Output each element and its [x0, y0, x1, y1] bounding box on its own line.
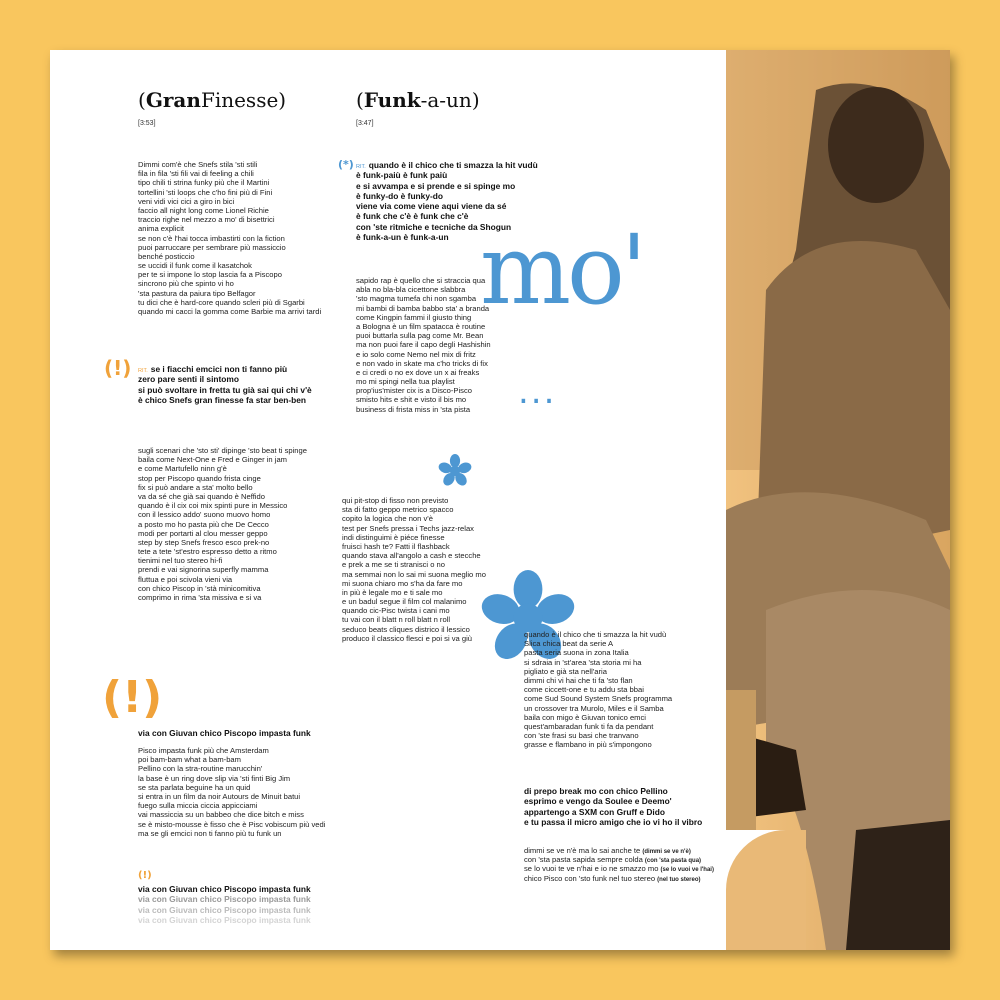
lyric-line: 'sta pastura da paiura tipo Belfagor	[138, 288, 256, 298]
left-via-line: via con Giuvan chico Piscopo impasta funk	[138, 728, 311, 738]
left-title-rest: Finesse	[200, 88, 279, 112]
rit-label: RIT.	[356, 164, 366, 170]
lyric-line: RIT. quando è il chico che ti smazza la hit vudù	[356, 160, 538, 170]
lyric-line: è funk-a-un è funk-a-un	[356, 232, 449, 243]
outro-main: chico Pisco con 'sto funk nel tuo stereo	[524, 873, 658, 883]
outro-line	[524, 874, 714, 883]
lyric-line: poi bam-bam what a bam-bam	[138, 755, 241, 765]
lyric-line: per te si impone lo stop lascia fa a Piscopo	[138, 270, 282, 280]
lyric-line: e tu passa il micro amigo che io vi ho il vibro	[524, 816, 703, 827]
lyric-line: con il lessico addo' suono muovo homo	[138, 510, 271, 520]
lyric-line: vai massiccia su un babbeo che dice bitch e miss	[138, 810, 304, 820]
lyric-line: pigliato e già sta nell'aria	[524, 666, 607, 676]
lyric-line: Pellino con la stra-routine marucchin'	[138, 764, 263, 774]
outro-aside: (se lo vuoi ve l'hai)	[660, 867, 714, 874]
lyric-line: come Sud Sound System Snefs programma	[524, 694, 673, 704]
lyric-line: tienimi nel tuo stereo hi-fi	[138, 556, 223, 566]
lyric-line: con 'ste frasi su basi che tranvano	[524, 731, 639, 741]
lyric-line: e un badul segue il film col malanimo	[342, 597, 467, 607]
lyric-line: si entra in un film da noir Autours de Minuit batui	[138, 791, 301, 801]
left-verse-2	[138, 446, 307, 602]
lyric-line: baila come Next-One e Fred e Ginger in jam	[138, 455, 287, 465]
lyric-line: benché posticcio	[138, 251, 195, 261]
lyric-line: si sdraia in 'st'area 'sta storia mi ha	[524, 657, 642, 667]
lyric-line: è funk che c'è è funk che c'è	[356, 211, 469, 222]
lyric-line: comprimo in rima 'sta missiva e si va	[138, 593, 262, 602]
lyric-line: modi per portarti al clou messer geppo	[138, 528, 268, 538]
lyric-line: grasse e flambano in più s'impongono	[524, 740, 652, 750]
left-song-title: (GranFinesse)	[138, 88, 287, 112]
left-song-duration: [3:53]	[138, 120, 156, 127]
lyric-line: tu dici che è hard-core quando scleri più di Sgarbi	[138, 297, 305, 307]
lyric-line: di prepo break mo con chico Pellino	[524, 786, 668, 796]
lyric-line: quando mi cacci la gomma come Barbie ma arrivi tardi	[138, 307, 322, 316]
lyric-line: appartengo a SXM con Gruff e Dido	[524, 806, 665, 817]
lyric-line: Pisco impasta funk più che Amsterdam	[138, 746, 269, 755]
lyric-line: e io solo come Nemo nel mix di fritz	[356, 349, 476, 359]
lyric-line: se non c'è l'hai tocca imbastirti con la fiction	[138, 233, 285, 243]
lyric-line: mi suona chiaro mo s'ha da fare mo	[342, 578, 463, 588]
lyric-line: produco il classico flesci e poi si va giù	[342, 633, 472, 643]
lyric-line: puoi buttarla sulla pag come Mr. Bean	[356, 331, 484, 341]
booklet-page	[50, 50, 950, 950]
lyric-line: si può svoltare in fretta tu già sai qui chi v'è	[138, 384, 312, 395]
outro-main: con 'sta pasta sapida sempre colda	[524, 855, 645, 865]
lyric-line: test per Snefs pressa i Techs jazz-relax	[342, 523, 474, 533]
lyric-line: business di frista miss in 'sta pista	[356, 404, 471, 414]
left-big-marker: (!)	[102, 672, 163, 723]
left-chorus	[138, 364, 312, 405]
lyric-line: e si avvampa e si prende e si spinge mo	[356, 180, 516, 191]
lyric-line: prendi e vai signorina superfly mamma	[138, 565, 269, 575]
lyric-line: come Kingpin fammi il giusto thing	[356, 312, 472, 322]
left-title-bold: Gran	[145, 88, 201, 112]
lyric-line: tu vai con il blatt n roll blatt n roll	[342, 615, 451, 625]
lyric-line: tipo chili ti strina funky più che il Martini	[138, 178, 270, 188]
left-chorus-marker: (!)	[104, 356, 132, 380]
lyric-line: è chico Snefs gran finesse fa star ben-ben	[138, 394, 307, 405]
lyric-line: un crossover tra Murolo, Miles e il Samba	[524, 703, 664, 713]
lyric-line: anima explicit	[138, 224, 185, 234]
lyric-line: a Bologna è un film spatacca è routine	[356, 321, 486, 331]
lyric-line: prop'ius'mister cix is a Disco-Pisco	[356, 386, 472, 396]
lyric-line: tortellini 'sti loops che c'ho fini più di Fini	[138, 187, 273, 197]
lyric-line: 'sto magma tumefa chi non sgamba	[356, 294, 477, 304]
lyric-line: mi bambi di bamba babbo sta' a branda	[356, 303, 490, 313]
lyric-line: fila in fila 'sti fili vai di feeling a chili	[138, 169, 254, 179]
lyric-line: con chico Piscop in 'stà minicomitiva	[138, 583, 261, 593]
lyric-line: esprimo e vengo da Soulee e Deemo'	[524, 796, 672, 807]
lyric-line: sapido rap è quello che si straccia qua	[356, 276, 486, 285]
lyric-line: quando cic-Pisc twista i cani mo	[342, 606, 450, 616]
lyric-line: se sta parlata beguine ha un quid	[138, 782, 251, 792]
lyric-line: Slica chica beat da serie A	[524, 639, 614, 649]
ellipsis-dots: ...	[518, 372, 557, 412]
lyric-line: step by step Snefs fresco esco prek-no	[138, 537, 270, 547]
lyric-line: se uccidi il funk come il kasatchok	[138, 261, 252, 271]
right-verse-3	[524, 630, 672, 749]
right-chorus-marker: (*)	[338, 158, 354, 171]
lyric-line: e ci credi o no ex dove un x ai freaks	[356, 367, 480, 377]
lyric-line: quando è il chico che ti smazza la hit vudù	[524, 630, 667, 639]
mo-display-text: mo'	[480, 214, 644, 326]
outro-main: dimmi se ve n'è ma lo sai anche te	[524, 846, 643, 855]
lyric-line: con 'ste ritmiche e tecniche da Shogun	[356, 221, 512, 232]
right-verse-2	[342, 496, 486, 643]
lyric-line: copito la logica che non v'è	[342, 514, 433, 524]
lyric-line: ma semmai non lo sai mi suona meglio mo	[342, 569, 486, 579]
outro-line: via con Giuvan chico Piscopo impasta funk	[138, 914, 311, 925]
lyric-line: fix si può andare a sta' molto bello	[138, 482, 253, 492]
lyric-line: quando stava all'angolo a cash e stecche	[342, 551, 481, 561]
outro-main: se lo vuoi te ve n'hai e io ne smazzo mo	[524, 864, 661, 874]
lyric-line: puoi parruccare per sembrare più massiccio	[138, 242, 286, 252]
lyric-line: ma se gli emcici non ti fanno più tu funk un	[138, 828, 282, 838]
outro-aside: (nel tuo stereo)	[657, 876, 701, 883]
left-small-marker: (!)	[138, 870, 152, 881]
lyric-line: abla no bla-bla cicettone slabbra	[356, 285, 466, 295]
lyric-line: stop per Piscopo quando frista cinge	[138, 473, 261, 483]
right-bridge	[524, 786, 702, 827]
left-outro	[138, 884, 311, 925]
lyric-line: a posto mo ho pasta più che De Cecco	[138, 519, 269, 529]
lyric-line: faccio all night long come Lionel Richie	[138, 205, 269, 215]
lyric-line: e prek a me se ti stranisci o no	[342, 560, 445, 570]
lyric-line: ma non puoi fare il capo degli Hashishin	[356, 340, 491, 350]
lyric-line: zero pare senti il sintomo	[138, 374, 239, 385]
left-verse-3	[138, 746, 325, 838]
lyric-line: è funky-do è funky-do	[356, 190, 444, 201]
lyric-line: tete a tete 'st'estro espresso detto a ritmo	[138, 547, 277, 557]
lyric-line: quando è il cix coi mix spinti pure in Messico	[138, 501, 288, 511]
outro-line: via con Giuvan chico Piscopo impasta funk	[138, 884, 311, 894]
lyric-line: indi distinguimi è piéce finesse	[342, 532, 445, 542]
right-verse-1	[356, 276, 491, 414]
rit-label: RIT.	[138, 368, 148, 374]
lyric-line: sugli scenari che 'sto sti' dipinge 'sto beat ti spinge	[138, 446, 307, 455]
lyric-line: Dimmi com'è che Snefs stila 'sti stili	[138, 160, 258, 169]
outro-line: via con Giuvan chico Piscopo impasta funk	[138, 904, 311, 915]
lyric-line: è funk-paiù è funk paiù	[356, 170, 448, 181]
lyric-line: fluttua e poi scivola vieni via	[138, 574, 233, 584]
right-title-rest: -a-un	[420, 88, 472, 112]
lyric-line: qui pit-stop di fisso non previsto	[342, 496, 449, 505]
lyric-line: e come Martufello ninn g'è	[138, 464, 227, 474]
outro-aside: (con 'sta pasta qua)	[644, 858, 702, 865]
lyric-line: dimmi chi vi hai che ti fa 'sto flan	[524, 675, 633, 685]
outro-line	[524, 864, 714, 873]
lyric-line: in più è legale mo e ti sale mo	[342, 587, 443, 597]
lyric-line: sincrono più che spinto vi ho	[138, 279, 234, 289]
lyric-line: va da sé che già sai quando è Neffido	[138, 491, 265, 501]
lyric-line: mo mi spingi nella tua playlist	[356, 377, 455, 387]
right-outro	[524, 846, 714, 883]
lyric-line: la base è un ring dove slip via 'sti finti Big Jim	[138, 773, 291, 783]
lyric-line: traccio righe nel mezzo a mo' di bisettrici	[138, 215, 275, 225]
lyric-line: se è misto-mousse è fisso che è Pisc vobiscum più vedi	[138, 819, 326, 829]
outro-line	[524, 846, 714, 855]
sepia-photo	[726, 50, 950, 950]
outro-line	[524, 855, 714, 864]
outro-aside: (dimmi se ve n'è)	[642, 849, 691, 855]
outro-line: via con Giuvan chico Piscopo impasta funk	[138, 894, 311, 905]
lyric-line: fruisci hash te? Fatti il flashback	[342, 541, 450, 551]
right-song-title: (Funk-a-un)	[356, 88, 480, 112]
lyric-line: baila con migo è Giuvan tonico emci	[524, 712, 646, 722]
left-verse-1	[138, 160, 321, 316]
lyric-line: seduco beats cliques districo il lessico	[342, 624, 470, 634]
lyric-line: veni vidi vici cici a giro in bici	[138, 196, 235, 206]
lyric-line: fuego sulla miccia ciccia appicciami	[138, 801, 258, 811]
right-title-bold: Funk	[363, 88, 421, 112]
lyric-line: viene via come viene aqui viene da sé	[356, 201, 507, 212]
lyric-line: pasta seria suona in zona Italia	[524, 648, 629, 658]
lyric-line: RIT. se i fiacchi emcici non ti fanno più	[138, 364, 288, 374]
lyric-line: sta di fatto geppo metrico spacco	[342, 505, 454, 515]
lyric-line: smisto hits e shit e visto il bis mo	[356, 395, 467, 405]
lyric-line: quest'ambaradan funk ti fa da pendant	[524, 721, 654, 731]
small-asterisk-icon	[438, 454, 472, 493]
right-song-duration: [3:47]	[356, 120, 374, 127]
lyric-line: e non vado in skate ma c'ho tricks di fix	[356, 358, 488, 368]
lyric-line: come ciccett-one e tu addu sta bbai	[524, 685, 644, 695]
